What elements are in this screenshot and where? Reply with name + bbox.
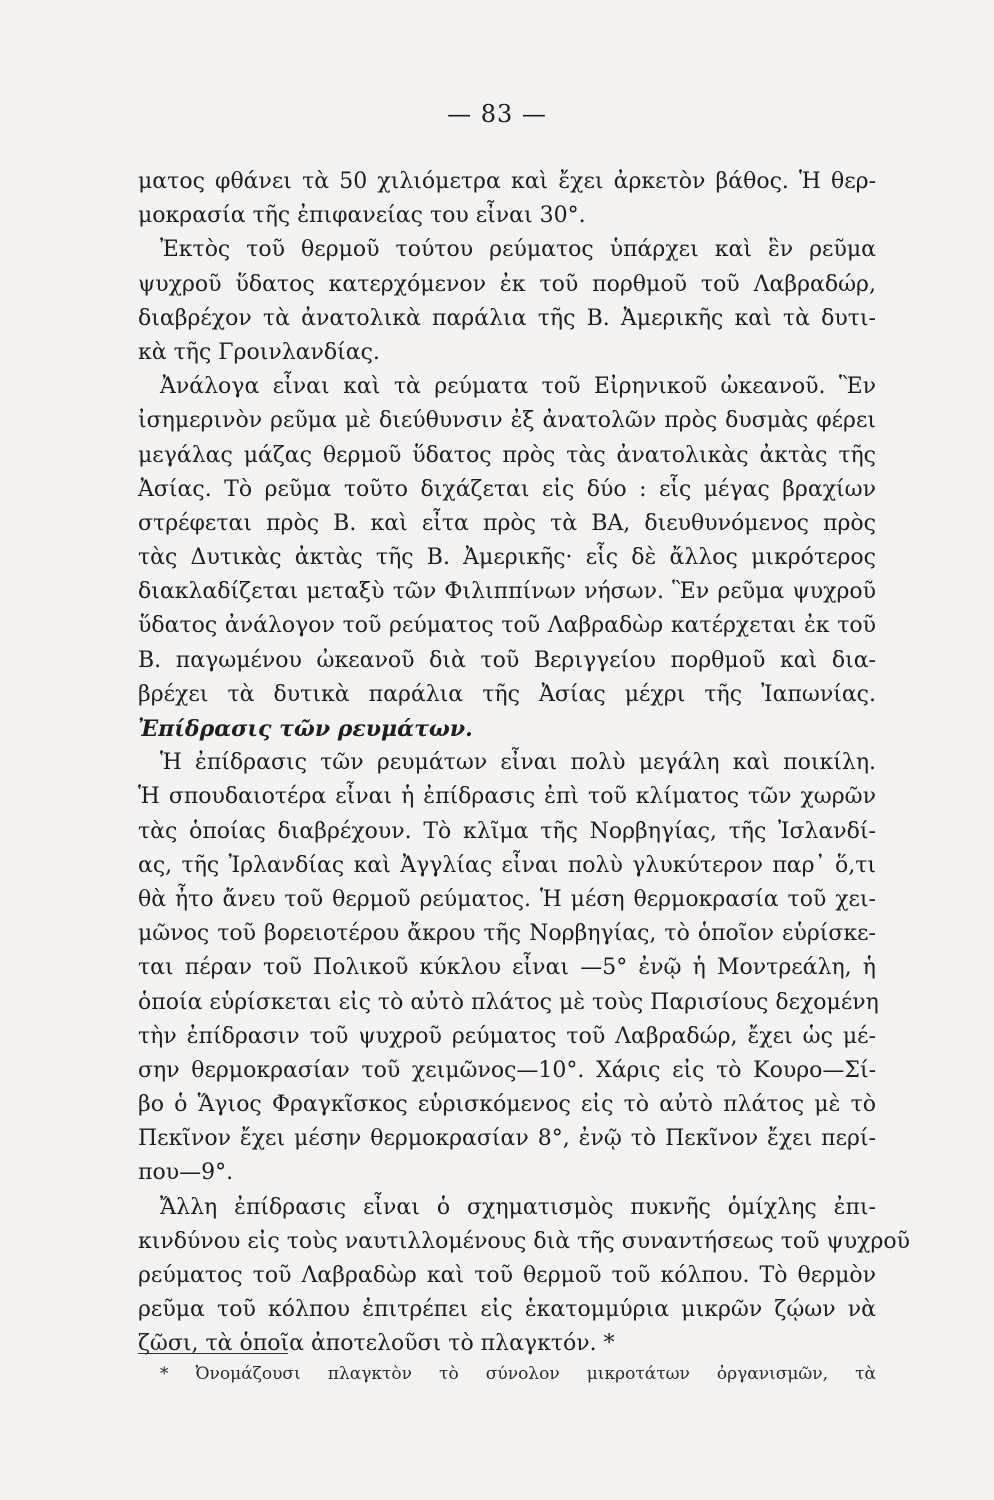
text-line: τὰς ὁποίας διαβρέχουν. Τὸ κλῖμα τῆς Νορβηγίας, τῆς Ἰσλανδί- xyxy=(138,818,876,844)
text-line: θὰ ἦτο ἄνευ τοῦ θερμοῦ ρεύματος. Ἡ μέση θερμοκρασία τοῦ χει- xyxy=(138,886,876,912)
text-line: ρεῦμα τοῦ κόλπου ἐπιτρέπει εἰς ἑκατομμύρια μικρῶν ζῴων νὰ xyxy=(138,1297,876,1323)
text-line: Ἡ σπουδαιοτέρα εἶναι ἡ ἐπίδρασις ἐπὶ τοῦ κλίματος τῶν χωρῶν xyxy=(138,784,876,810)
text-line: τὰς Δυτικὰς ἀκτὰς τῆς Β. Ἀμερικῆς· εἷς δὲ ἄλλος μικρότερος xyxy=(138,545,876,571)
text-line: ται πέραν τοῦ Πολικοῦ κύκλου εἶναι —5° ἐνῷ ἡ Μοντρεάλη, ἡ xyxy=(138,955,876,981)
body-text xyxy=(138,165,911,1362)
text-line: ὕδατος ἀνάλογον τοῦ ρεύματος τοῦ Λαβραδὼρ κατέρχεται ἐκ τοῦ xyxy=(138,613,876,639)
text-line: διαβρέχον τὰ ἀνατολικὰ παράλια τῆς Β. Ἀμερικῆς καὶ τὰ δυτι- xyxy=(138,305,876,331)
text-line: μῶνος τοῦ βορειοτέρου ἄκρου τῆς Νορβηγίας, τὸ ὁποῖον εὑρίσκε- xyxy=(138,921,876,947)
text-line: ἰσημερινὸν ρεῦμα μὲ διεύθυνσιν ἐξ ἀνατολῶν πρὸς δυσμὰς φέρει xyxy=(138,408,876,434)
text-line: μεγάλας μάζας θερμοῦ ὕδατος πρὸς τὰς ἀνατολικὰς ἀκτὰς τῆς xyxy=(138,442,876,468)
section-heading: Ἐπίδρασις τῶν ρευμάτων. xyxy=(138,716,473,742)
text-line: Ἐκτὸς τοῦ θερμοῦ τούτου ρεύματος ὑπάρχει καὶ ἓν ρεῦμα xyxy=(160,237,876,263)
text-line: ας, τῆς Ἰρλανδίας καὶ Ἀγγλίας εἶναι πολὺ γλυκύτερον παρ᾿ ὅ,τι xyxy=(138,852,876,878)
page-number: — 83 — xyxy=(447,100,547,128)
text-line: βο ὁ Ἅγιος Φραγκῖσκος εὑρισκόμενος εἰς τὸ αὐτὸ πλάτος μὲ τὸ xyxy=(138,1092,876,1118)
text-line: κὰ τῆς Γροινλανδίας. xyxy=(138,339,380,365)
text-line: τὴν ἐπίδρασιν τοῦ ψυχροῦ ρεύματος τοῦ Λαβραδώρ, ἔχει ὡς μέ- xyxy=(138,1023,876,1049)
text-line: σην θερμοκρασίαν τοῦ χειμῶνος—10°. Χάρις εἰς τὸ Κουρο—Σί- xyxy=(138,1057,876,1083)
text-line: ψυχροῦ ὕδατος κατερχόμενον ἐκ τοῦ πορθμοῦ τοῦ Λαβραδώρ, xyxy=(138,271,876,297)
text-line: στρέφεται πρὸς Β. καὶ εἶτα πρὸς τὰ ΒΑ, διευθυνόμενος πρὸς xyxy=(138,510,876,536)
text-line: που—9°. xyxy=(138,1160,234,1186)
footnote: * Ὀνομάζουσι πλαγκτὸν τὸ σύνολον μικροτάτων ὀργανισμῶν, τὰ xyxy=(160,1364,876,1384)
footnote-divider xyxy=(138,1353,288,1354)
text-line: Ἡ ἐπίδρασις τῶν ρευμάτων εἶναι πολὺ μεγάλη καὶ ποικίλη. xyxy=(160,750,876,776)
text-line: Ἄλλη ἐπίδρασις εἶναι ὁ σχηματισμὸς πυκνῆς ὁμίχλης ἐπι- xyxy=(160,1194,876,1220)
text-line: κινδύνου εἰς τοὺς ναυτιλλομένους διὰ τῆς συναντήσεως τοῦ ψυχροῦ xyxy=(138,1228,911,1254)
text-line: μοκρασία τῆς ἐπιφανείας του εἶναι 30°. xyxy=(138,203,586,229)
text-line: Β. παγωμένου ὠκεανοῦ διὰ τοῦ Βεριγγείου πορθμοῦ καὶ δια- xyxy=(138,647,876,673)
text-line: ρεύματος τοῦ Λαβραδὼρ καὶ τοῦ θερμοῦ τοῦ κόλπου. Τὸ θερμὸν xyxy=(138,1263,876,1288)
text-line: ζῶσι, τὰ ὁποῖα ἀποτελοῦσι τὸ πλαγκτόν. * xyxy=(138,1331,615,1357)
text-line: βρέχει τὰ δυτικὰ παράλια τῆς Ἀσίας μέχρι τῆς Ἰαπωνίας. xyxy=(138,681,876,707)
text-line: Ἀνάλογα εἶναι καὶ τὰ ρεύματα τοῦ Εἰρηνικοῦ ὠκεανοῦ. Ἓν xyxy=(160,374,876,400)
text-line: Ἀσίας. Τὸ ρεῦμα τοῦτο διχάζεται εἰς δύο : εἷς μέγας βραχίων xyxy=(138,476,876,502)
text-line: ματος φθάνει τὰ 50 χιλιόμετρα καὶ ἔχει ἀρκετὸν βάθος. Ἡ θερ- xyxy=(138,169,876,194)
text-line: διακλαδίζεται μεταξὺ τῶν Φιλιππίνων νήσων. Ἓν ρεῦμα ψυχροῦ xyxy=(138,579,876,605)
text-line: ὁποία εὑρίσκεται εἰς τὸ αὐτὸ πλάτος μὲ τοὺς Παρισίους δεχομένη xyxy=(138,989,879,1015)
text-line: Πεκῖνον ἔχει μέσην θερμοκρασίαν 8°, ἐνῷ τὸ Πεκῖνον ἔχει περί- xyxy=(138,1126,876,1152)
